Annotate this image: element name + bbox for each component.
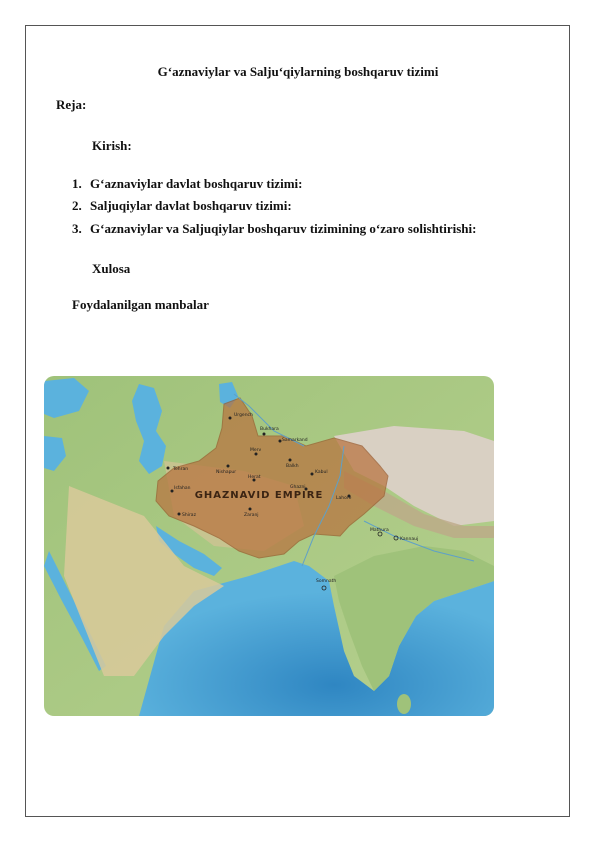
city-lahore	[336, 495, 352, 502]
plan-item-3	[72, 221, 476, 237]
svg-text:Samarkand: Samarkand	[282, 438, 308, 443]
city-samarkand	[279, 437, 308, 443]
svg-text:Herat: Herat	[248, 475, 261, 480]
svg-text:Kabul: Kabul	[315, 470, 328, 475]
empire-label: GHAZNAVID EMPIRE	[194, 490, 324, 501]
sources-heading: Foydalanilgan manbalar	[72, 297, 209, 312]
svg-text:Urgench: Urgench	[234, 413, 253, 418]
map-svg	[44, 376, 494, 716]
svg-text:Merv: Merv	[250, 448, 262, 453]
plan-item-number: 1.	[72, 176, 82, 191]
conclusion-heading: Xulosa	[92, 261, 131, 276]
plan-label: Reja:	[56, 97, 87, 112]
svg-text:Balkh: Balkh	[286, 464, 299, 469]
svg-text:Somnath: Somnath	[316, 579, 337, 584]
document-title: G‘aznaviylar va Salju‘qiylarning boshqaruv tizimi	[157, 64, 439, 79]
svg-text:Nishapur: Nishapur	[216, 470, 237, 475]
plan-item-1	[72, 176, 302, 192]
svg-text:Shiraz: Shiraz	[182, 513, 196, 518]
svg-text:Isfahan: Isfahan	[174, 486, 191, 491]
svg-text:Ghazni: Ghazni	[290, 485, 306, 490]
svg-text:Lahore: Lahore	[336, 496, 352, 501]
svg-text:Bukhara: Bukhara	[260, 427, 279, 432]
svg-text:Zaranj: Zaranj	[244, 513, 259, 518]
intro-heading: Kirish:	[92, 138, 132, 153]
svg-text:Tehran: Tehran	[173, 467, 189, 472]
ghaznavid-map	[44, 376, 494, 716]
plan-item-2	[72, 198, 292, 214]
plan-item-number: 2.	[72, 198, 82, 213]
plan-item-text: G‘aznaviylar va Saljuqiylar boshqaruv tizimining o‘zaro solishtirishi:	[90, 221, 477, 236]
plan-item-number: 3.	[72, 221, 82, 236]
plan-item-text: Saljuqiylar davlat boshqaruv tizimi:	[90, 198, 292, 213]
svg-text:Mathura: Mathura	[370, 528, 389, 533]
city-ghazni	[290, 484, 308, 491]
svg-text:Kannauj: Kannauj	[400, 537, 419, 542]
plan-item-text: G‘aznaviylar davlat boshqaruv tizimi:	[90, 176, 303, 191]
sri-lanka	[397, 694, 411, 714]
